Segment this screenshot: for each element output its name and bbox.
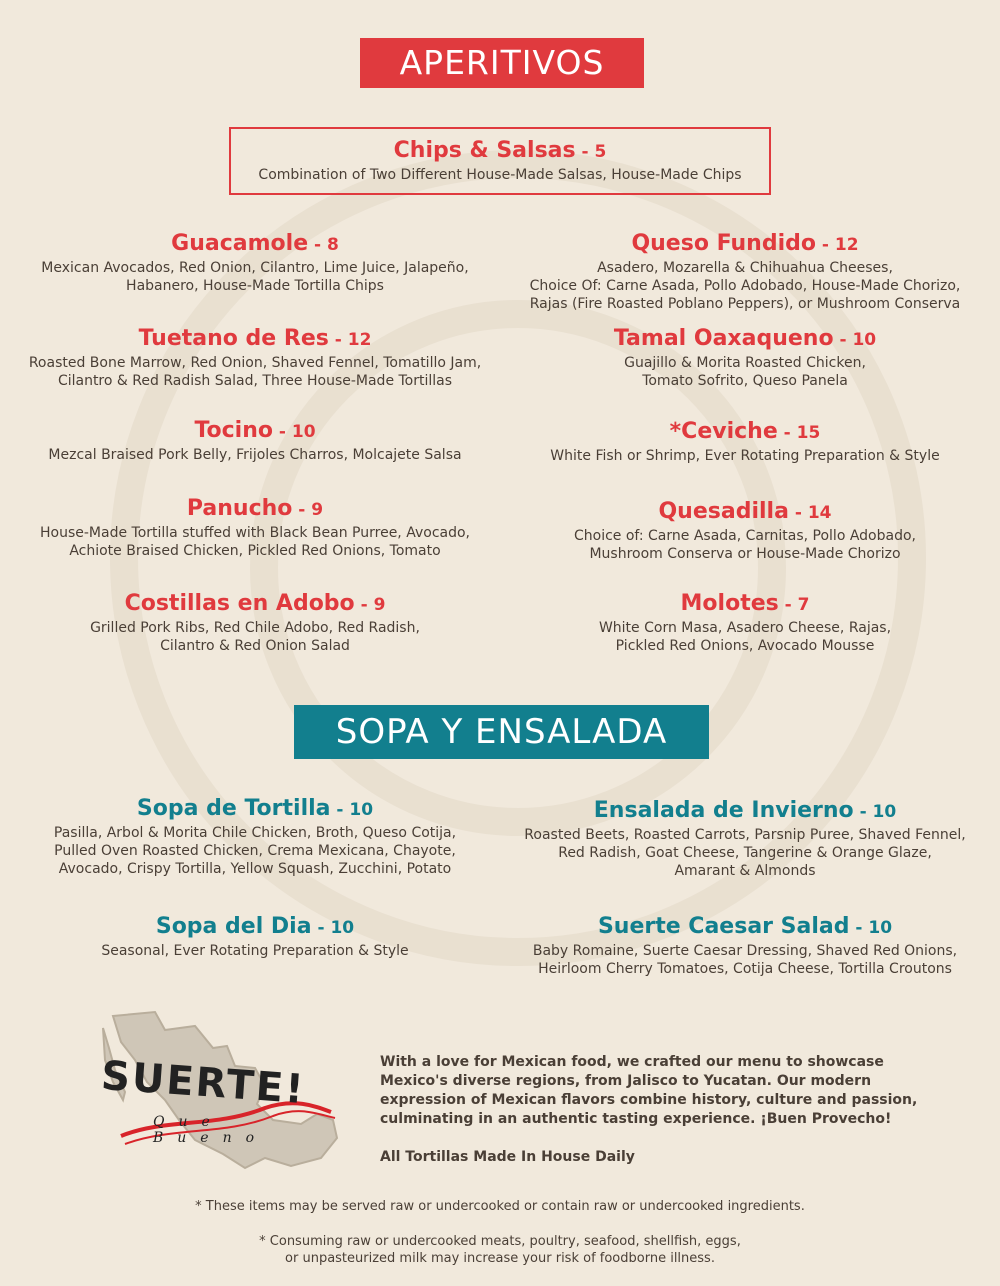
menu-item: [500, 325, 990, 390]
item-price: - 15: [777, 423, 821, 443]
item-desc: White Fish or Shrimp, Ever Rotating Preparation & Style: [550, 448, 940, 464]
item-desc: Seasonal, Ever Rotating Preparation & Style: [101, 943, 409, 959]
item-name: Queso Fundido: [631, 231, 816, 256]
item-desc: Mezcal Braised Pork Belly, Frijoles Charros, Molcajete Salsa: [48, 447, 462, 463]
item-desc: Guajillo & Morita Roasted Chicken, Tomato Sofrito, Queso Panela: [624, 355, 866, 389]
menu-item: [500, 418, 990, 465]
item-desc: Baby Romaine, Suerte Caesar Dressing, Shaved Red Onions, Heirloom Cherry Tomatoes, Cotija Cheese, Tortilla Croutons: [532, 943, 958, 977]
item-price: - 10: [833, 330, 877, 350]
item-price: - 10: [853, 802, 897, 822]
item-desc: Roasted Beets, Roasted Carrots, Parsnip Puree, Shaved Fennel, Red Radish, Goat Cheese, Tangerine & Orange Glaze, Amarant & Almonds: [524, 827, 966, 879]
item-name: Sopa del Dia: [155, 914, 312, 939]
featured-item-box: [229, 127, 771, 195]
menu-item: [10, 795, 500, 878]
featured-item-price: - 5: [575, 142, 607, 162]
item-price: - 14: [788, 503, 832, 523]
item-price: - 12: [816, 235, 859, 255]
item-desc: Pasilla, Arbol & Morita Chile Chicken, Broth, Queso Cotija, Pulled Oven Roasted Chicken, Crema Mexicana, Chayote, Avocado, Crispy Tortilla, Yellow Squash, Zucchini, Potato: [53, 825, 457, 877]
item-name: *Ceviche: [669, 419, 778, 444]
featured-item-name: Chips & Salsas: [393, 138, 576, 163]
menu-item: [10, 230, 500, 295]
item-desc: Mexican Avocados, Red Onion, Cilantro, Lime Juice, Jalapeño, Habanero, House-Made Tortilla Chips: [41, 260, 469, 294]
item-desc: House-Made Tortilla stuffed with Black Bean Purree, Avocado, Achiote Braised Chicken, Pickled Red Onions, Tomato: [39, 525, 470, 559]
sopa-banner: SOPA Y ENSALADA: [294, 705, 709, 759]
item-price: - 10: [311, 918, 355, 938]
menu-item: [500, 797, 990, 880]
item-name: Costillas en Adobo: [124, 591, 355, 616]
item-name: Tamal Oaxaqueno: [613, 326, 834, 351]
item-price: - 10: [330, 800, 374, 820]
item-desc: Grilled Pork Ribs, Red Chile Adobo, Red Radish, Cilantro & Red Onion Salad: [90, 620, 420, 654]
item-desc: Choice of: Carne Asada, Carnitas, Pollo Adobado, Mushroom Conserva or House-Made Chorizo: [574, 528, 916, 562]
tortillas-note: All Tortillas Made In House Daily: [380, 1149, 635, 1165]
menu-item: [10, 495, 500, 560]
item-name: Molotes: [680, 591, 779, 616]
item-name: Guacamole: [171, 231, 309, 256]
item-desc: White Corn Masa, Asadero Cheese, Rajas, Pickled Red Onions, Avocado Mousse: [598, 620, 892, 654]
aperitivos-banner: APERITIVOS: [360, 38, 644, 88]
item-name: Ensalada de Invierno: [593, 798, 854, 823]
suerte-logo: [95, 1008, 345, 1178]
item-price: - 10: [849, 918, 893, 938]
menu-item: [500, 230, 990, 313]
logo-brand: SUERTE!: [99, 1052, 307, 1114]
item-name: Sopa de Tortilla: [136, 796, 331, 821]
disclaimer-raw: * These items may be served raw or undercooked or contain raw or undercooked ingredients.: [195, 1199, 805, 1214]
item-name: Tuetano de Res: [138, 326, 329, 351]
menu-item: [10, 417, 500, 464]
disclaimer-consuming: * Consuming raw or undercooked meats, poultry, seafood, shellfish, eggs,: [259, 1234, 741, 1249]
menu-item: [500, 498, 990, 563]
item-price: - 8: [308, 235, 339, 255]
item-price: - 9: [354, 595, 386, 615]
item-price: - 7: [778, 595, 810, 615]
item-name: Suerte Caesar Salad: [597, 914, 850, 939]
item-price: - 10: [273, 422, 316, 442]
item-desc: Roasted Bone Marrow, Red Onion, Shaved Fennel, Tomatillo Jam, Cilantro & Red Radish Salad, Three House-Made Tortillas: [28, 355, 482, 389]
menu-item: [10, 325, 500, 390]
menu-item: [10, 913, 500, 960]
menu-item: [500, 913, 990, 978]
logo-tagline: Que Bueno: [153, 1114, 269, 1146]
item-price: - 9: [292, 500, 324, 520]
menu-item: [10, 590, 500, 655]
menu-item: [500, 590, 990, 655]
item-desc: Asadero, Mozarella & Chihuahua Cheeses, Choice Of: Carne Asada, Pollo Adobado, House-Made Chorizo, Rajas (Fire Roasted Poblano Peppers), or Mushroom Conserva: [529, 260, 961, 312]
item-name: Panucho: [186, 496, 293, 521]
disclaimer-illness: or unpasteurized milk may increase your risk of foodborne illness.: [285, 1251, 715, 1266]
item-name: Tocino: [194, 418, 273, 443]
restaurant-blurb: With a love for Mexican food, we crafted our menu to showcase Mexico's diverse regions, from Jalisco to Yucatan. Our modern expression of Mexican flavors combine history, culture and passion, culminating in an authentic tasting experience. ¡Buen Provecho!: [380, 1054, 918, 1127]
item-name: Quesadilla: [658, 499, 789, 524]
featured-item-desc: Combination of Two Different House-Made Salsas, House-Made Chips: [258, 167, 742, 183]
item-price: - 12: [328, 330, 372, 350]
